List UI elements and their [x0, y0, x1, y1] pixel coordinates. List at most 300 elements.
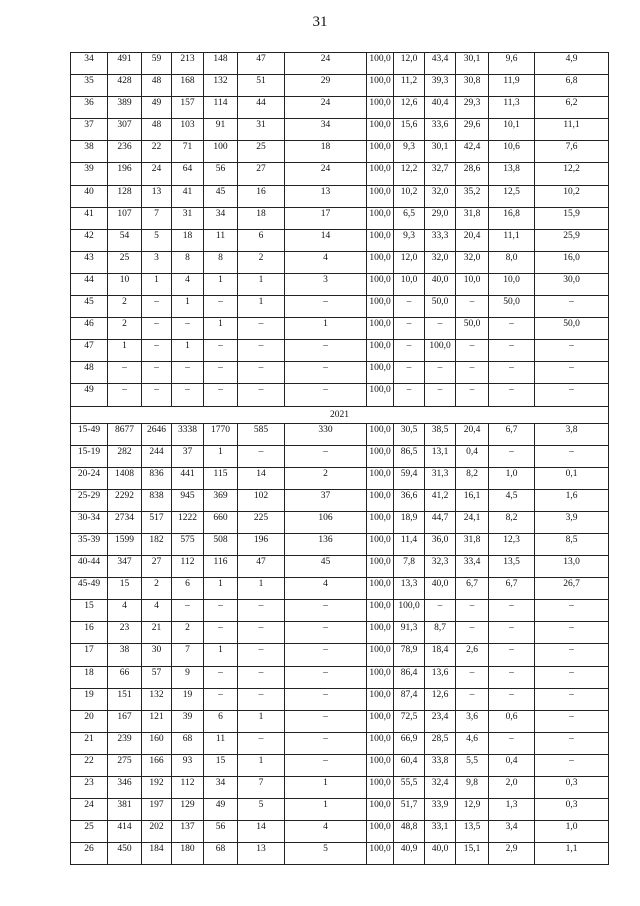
table-cell: – [535, 754, 609, 776]
table-row [71, 423, 609, 445]
table-cell: 100,0 [367, 340, 394, 362]
table-cell: 93 [172, 754, 204, 776]
table-cell: – [456, 362, 489, 384]
year-label: 2021 [71, 406, 609, 423]
table-cell: 136 [285, 533, 367, 555]
table-cell: 517 [142, 511, 172, 533]
table-cell: 11,2 [394, 75, 425, 97]
table-cell: 414 [108, 821, 142, 843]
row-label-cell: 35-39 [71, 533, 108, 555]
table-cell: 30,1 [425, 141, 456, 163]
table-cell: 28,5 [425, 732, 456, 754]
table-cell: 15 [108, 578, 142, 600]
table-row [71, 185, 609, 207]
table-cell: 29,6 [456, 119, 489, 141]
table-cell: 8,2 [456, 467, 489, 489]
table-cell: 18 [238, 207, 285, 229]
table-cell: – [425, 600, 456, 622]
table-cell: 9,3 [394, 141, 425, 163]
table-cell: 450 [108, 843, 142, 865]
table-cell: – [238, 688, 285, 710]
table-cell: 87,4 [394, 688, 425, 710]
table-cell: 19 [172, 688, 204, 710]
table-cell: 1 [285, 799, 367, 821]
table-cell: 4,9 [535, 53, 609, 75]
table-cell: 1 [285, 777, 367, 799]
table-cell: 1 [238, 273, 285, 295]
table-cell: 37 [172, 445, 204, 467]
table-cell: 39 [172, 710, 204, 732]
table-cell: 100,0 [367, 229, 394, 251]
table-row [71, 53, 609, 75]
table-cell: – [204, 622, 238, 644]
table-cell: 6,7 [489, 423, 535, 445]
table-cell: 50,0 [456, 318, 489, 340]
table-cell: 0,3 [535, 799, 609, 821]
table-cell: 13 [238, 843, 285, 865]
table-cell: 244 [142, 445, 172, 467]
row-label-cell: 37 [71, 119, 108, 141]
table-cell: 12,9 [456, 799, 489, 821]
table-cell: 24 [285, 53, 367, 75]
table-cell: 9 [172, 666, 204, 688]
table-cell: – [238, 340, 285, 362]
table-cell: – [238, 644, 285, 666]
table-row [71, 799, 609, 821]
table-cell: – [456, 296, 489, 318]
table-cell: 1,3 [489, 799, 535, 821]
table-row [71, 97, 609, 119]
table-cell: 838 [142, 489, 172, 511]
table-cell: 33,1 [425, 821, 456, 843]
table-cell: – [489, 666, 535, 688]
table-cell: 4 [285, 578, 367, 600]
table-cell: 0,4 [456, 445, 489, 467]
table-cell: 14 [285, 229, 367, 251]
table-cell: – [456, 340, 489, 362]
table-cell: 100,0 [367, 207, 394, 229]
row-label-cell: 26 [71, 843, 108, 865]
table-cell: 32,0 [425, 251, 456, 273]
table-cell: 168 [172, 75, 204, 97]
table-cell: 2 [285, 467, 367, 489]
row-label-cell: 25-29 [71, 489, 108, 511]
table-cell: 34 [204, 207, 238, 229]
table-cell: 1 [285, 318, 367, 340]
table-row [71, 688, 609, 710]
table-row [71, 556, 609, 578]
table-cell: – [285, 710, 367, 732]
table-cell: 15,9 [535, 207, 609, 229]
table-cell: 2 [108, 318, 142, 340]
table-cell: – [238, 318, 285, 340]
table-cell: 13,5 [456, 821, 489, 843]
row-label-cell: 45 [71, 296, 108, 318]
table-cell: 10,0 [394, 273, 425, 295]
table-row [71, 622, 609, 644]
table-cell: 12,6 [425, 688, 456, 710]
table-cell: 100,0 [367, 777, 394, 799]
table-cell: 33,8 [425, 754, 456, 776]
table-cell: – [142, 362, 172, 384]
table-cell: – [285, 622, 367, 644]
table-cell: – [425, 362, 456, 384]
table-cell: 11,3 [489, 97, 535, 119]
table-cell: 1 [204, 273, 238, 295]
table-cell: 8677 [108, 423, 142, 445]
table-cell: 10,1 [489, 119, 535, 141]
table-cell: – [489, 644, 535, 666]
table-cell: – [142, 340, 172, 362]
table-cell: 114 [204, 97, 238, 119]
table-cell: 32,4 [425, 777, 456, 799]
table-cell: 1 [238, 710, 285, 732]
table-cell: 1 [172, 296, 204, 318]
table-row [71, 467, 609, 489]
table-cell: – [489, 384, 535, 406]
table-cell: 44 [238, 97, 285, 119]
table-cell: – [204, 296, 238, 318]
table-cell: 282 [108, 445, 142, 467]
table-cell: 48 [142, 119, 172, 141]
table-cell: 15 [204, 754, 238, 776]
table-cell: 34 [285, 119, 367, 141]
table-cell: 196 [108, 163, 142, 185]
table-cell: 43,4 [425, 53, 456, 75]
table-cell: 5,5 [456, 754, 489, 776]
table-cell: 33,4 [456, 556, 489, 578]
table-cell: 1770 [204, 423, 238, 445]
table-cell: 72,5 [394, 710, 425, 732]
table-cell: 100,0 [367, 600, 394, 622]
table-cell: 100,0 [367, 97, 394, 119]
table-cell: 11,4 [394, 533, 425, 555]
table-cell: 213 [172, 53, 204, 75]
table-cell: 3,4 [489, 821, 535, 843]
table-cell: 40,0 [425, 578, 456, 600]
table-cell: 27 [238, 163, 285, 185]
table-cell: – [425, 318, 456, 340]
table-cell: – [238, 666, 285, 688]
table-cell: 55,5 [394, 777, 425, 799]
table-cell: 6,8 [535, 75, 609, 97]
table-cell: – [238, 362, 285, 384]
table-cell: 100,0 [425, 340, 456, 362]
table-row [71, 340, 609, 362]
table-cell: 660 [204, 511, 238, 533]
table-cell: 6,5 [394, 207, 425, 229]
table-cell: – [394, 362, 425, 384]
table-cell: 112 [172, 777, 204, 799]
table-cell: 29,0 [425, 207, 456, 229]
table-cell: – [285, 732, 367, 754]
table-cell: 160 [142, 732, 172, 754]
table-cell: 129 [172, 799, 204, 821]
table-row [71, 119, 609, 141]
row-label-cell: 25 [71, 821, 108, 843]
table-cell: 27 [142, 556, 172, 578]
table-cell: – [108, 384, 142, 406]
table-row [71, 384, 609, 406]
table-cell: 24 [285, 163, 367, 185]
table-cell: 20,4 [456, 423, 489, 445]
table-row [71, 445, 609, 467]
table-cell: – [456, 600, 489, 622]
row-label-cell: 20 [71, 710, 108, 732]
table-cell: 10,0 [489, 273, 535, 295]
table-row [71, 843, 609, 865]
table-cell: 18 [172, 229, 204, 251]
year-header-row [71, 406, 609, 423]
table-cell: – [204, 688, 238, 710]
table-cell: – [285, 296, 367, 318]
table-cell: 100,0 [367, 273, 394, 295]
table-cell: 34 [204, 777, 238, 799]
table-cell: 128 [108, 185, 142, 207]
table-cell: 192 [142, 777, 172, 799]
row-label-cell: 15-49 [71, 423, 108, 445]
table-cell: 381 [108, 799, 142, 821]
table-cell: 585 [238, 423, 285, 445]
table-cell: 10,0 [456, 273, 489, 295]
table-cell: 25 [108, 251, 142, 273]
table-cell: 22 [142, 141, 172, 163]
table-cell: 428 [108, 75, 142, 97]
table-cell: 14 [238, 467, 285, 489]
table-cell: – [535, 710, 609, 732]
table-cell: 41 [172, 185, 204, 207]
table-row [71, 141, 609, 163]
table-cell: 31 [172, 207, 204, 229]
table-cell: 31 [238, 119, 285, 141]
table-cell: 2734 [108, 511, 142, 533]
table-cell: 1 [142, 273, 172, 295]
table-cell: 48,8 [394, 821, 425, 843]
table-cell: 32,0 [425, 185, 456, 207]
table-cell: 100,0 [367, 843, 394, 865]
table-row [71, 533, 609, 555]
table-cell: – [285, 666, 367, 688]
table-cell: 26,7 [535, 578, 609, 600]
table-cell: 49 [142, 97, 172, 119]
table-cell: 64 [172, 163, 204, 185]
table-cell: – [238, 600, 285, 622]
table-cell: 100,0 [367, 362, 394, 384]
table-cell: 132 [142, 688, 172, 710]
table-cell: 47 [238, 556, 285, 578]
table-cell: 100,0 [367, 75, 394, 97]
table-cell: 1408 [108, 467, 142, 489]
table-cell: 86,4 [394, 666, 425, 688]
table-cell: – [204, 362, 238, 384]
table-cell: 0,6 [489, 710, 535, 732]
table-cell: 66,9 [394, 732, 425, 754]
table-cell: 11,9 [489, 75, 535, 97]
table-cell: 68 [204, 843, 238, 865]
table-cell: 13 [285, 185, 367, 207]
table-cell: – [204, 600, 238, 622]
table-cell: 10,6 [489, 141, 535, 163]
row-label-cell: 21 [71, 732, 108, 754]
table-cell: 17 [285, 207, 367, 229]
table-cell: 1599 [108, 533, 142, 555]
table-cell: 4 [285, 251, 367, 273]
table-cell: – [394, 296, 425, 318]
table-cell: 102 [238, 489, 285, 511]
table-cell: 24 [285, 97, 367, 119]
table-cell: 12,2 [394, 163, 425, 185]
table-cell: 4,6 [456, 732, 489, 754]
table-cell: 100,0 [367, 578, 394, 600]
table-cell: – [238, 622, 285, 644]
row-label-cell: 40-44 [71, 556, 108, 578]
table-cell: 225 [238, 511, 285, 533]
table-cell: – [238, 445, 285, 467]
table-cell: 3,9 [535, 511, 609, 533]
table-row [71, 666, 609, 688]
table-cell: 78,9 [394, 644, 425, 666]
table-cell: 40,0 [425, 843, 456, 865]
table-cell: 100,0 [367, 251, 394, 273]
table-cell: 23,4 [425, 710, 456, 732]
table-cell: 50,0 [535, 318, 609, 340]
table-cell: 6,7 [489, 578, 535, 600]
table-cell: – [425, 384, 456, 406]
row-label-cell: 30-34 [71, 511, 108, 533]
table-cell: – [489, 318, 535, 340]
table-cell: 196 [238, 533, 285, 555]
table-cell: 7 [238, 777, 285, 799]
table-cell: – [172, 600, 204, 622]
table-cell: 157 [172, 97, 204, 119]
table-cell: 3,6 [456, 710, 489, 732]
table-row [71, 163, 609, 185]
table-cell: 13,0 [535, 556, 609, 578]
row-label-cell: 22 [71, 754, 108, 776]
table-cell: 51,7 [394, 799, 425, 821]
table-cell: 25 [238, 141, 285, 163]
row-label-cell: 36 [71, 97, 108, 119]
table-cell: 13,3 [394, 578, 425, 600]
table-cell: – [489, 600, 535, 622]
table-cell: 4 [142, 600, 172, 622]
table-cell: – [204, 384, 238, 406]
table-cell: 103 [172, 119, 204, 141]
table-cell: – [108, 362, 142, 384]
table-cell: 44,7 [425, 511, 456, 533]
table-cell: 12,0 [394, 251, 425, 273]
table-cell: 239 [108, 732, 142, 754]
table-cell: 10,2 [394, 185, 425, 207]
table-cell: 37 [285, 489, 367, 511]
table-cell: – [535, 732, 609, 754]
table-cell: 112 [172, 556, 204, 578]
row-label-cell: 47 [71, 340, 108, 362]
table-cell: 15,1 [456, 843, 489, 865]
table-row [71, 229, 609, 251]
row-label-cell: 35 [71, 75, 108, 97]
table-cell: 91 [204, 119, 238, 141]
table-row [71, 296, 609, 318]
row-label-cell: 41 [71, 207, 108, 229]
table-cell: 2292 [108, 489, 142, 511]
table-cell: – [238, 732, 285, 754]
table-cell: 9,3 [394, 229, 425, 251]
table-cell: – [535, 296, 609, 318]
row-label-cell: 39 [71, 163, 108, 185]
table-cell: 1 [238, 296, 285, 318]
table-cell: 51 [238, 75, 285, 97]
table-cell: 32,0 [456, 251, 489, 273]
table-cell: 167 [108, 710, 142, 732]
table-cell: 59 [142, 53, 172, 75]
table-cell: 389 [108, 97, 142, 119]
table-cell: 100,0 [367, 644, 394, 666]
table-cell: 13,8 [489, 163, 535, 185]
table-cell: 100,0 [367, 489, 394, 511]
table-cell: 91,3 [394, 622, 425, 644]
table-cell: 25,9 [535, 229, 609, 251]
table-cell: 9,8 [456, 777, 489, 799]
table-cell: 13 [142, 185, 172, 207]
table-cell: 8,5 [535, 533, 609, 555]
table-cell: 347 [108, 556, 142, 578]
table-cell: 100,0 [367, 754, 394, 776]
table-cell: – [285, 754, 367, 776]
table-cell: – [456, 384, 489, 406]
table-cell: 21 [142, 622, 172, 644]
table-cell: 3 [142, 251, 172, 273]
table-cell: 0,3 [535, 777, 609, 799]
table-cell: 56 [204, 821, 238, 843]
table-cell: 4 [172, 273, 204, 295]
table-cell: 121 [142, 710, 172, 732]
table-cell: 18,4 [425, 644, 456, 666]
table-cell: 8,7 [425, 622, 456, 644]
table-cell: – [238, 384, 285, 406]
table-row [71, 600, 609, 622]
table-row [71, 207, 609, 229]
table-cell: 33,3 [425, 229, 456, 251]
table-cell: – [535, 600, 609, 622]
table-cell: 100,0 [367, 445, 394, 467]
table-cell: 2 [238, 251, 285, 273]
table-cell: – [142, 296, 172, 318]
table-cell: 100,0 [367, 533, 394, 555]
table-cell: 330 [285, 423, 367, 445]
row-label-cell: 43 [71, 251, 108, 273]
table-cell: 3,8 [535, 423, 609, 445]
table-cell: 31,8 [456, 207, 489, 229]
table-cell: 33,6 [425, 119, 456, 141]
table-cell: 30,0 [535, 273, 609, 295]
page-number: 31 [312, 14, 328, 30]
row-label-cell: 20-24 [71, 467, 108, 489]
table-cell: 100,0 [367, 185, 394, 207]
rows-year-2021 [71, 423, 609, 865]
table-cell: 66 [108, 666, 142, 688]
table-cell: 100,0 [394, 600, 425, 622]
table-cell: 30 [142, 644, 172, 666]
table-cell: 12,6 [394, 97, 425, 119]
table-cell: 6 [172, 578, 204, 600]
table-cell: – [489, 732, 535, 754]
table-row [71, 75, 609, 97]
table-cell: 16,8 [489, 207, 535, 229]
row-label-cell: 42 [71, 229, 108, 251]
table-cell: 45 [285, 556, 367, 578]
table-cell: 8 [172, 251, 204, 273]
